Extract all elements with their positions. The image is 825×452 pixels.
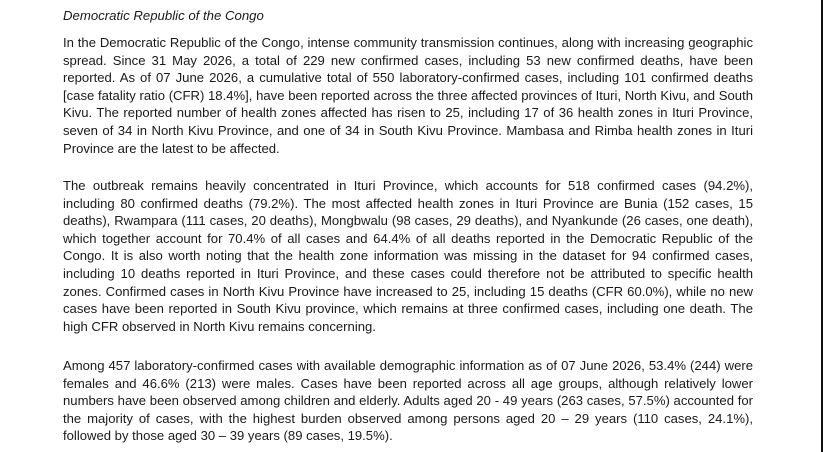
section-heading: Democratic Republic of the Congo [63, 8, 264, 23]
paragraph-overview: In the Democratic Republic of the Congo, intense community transmission continues, along with increasing geographic spread. Since 31 May 2026, a total of 229 new confirmed cases, including 53 new confirmed deaths, have been reported. As of 07 June 2026, a cumulative total of 550 laboratory-confirmed cases, including 101 confirmed deaths [case fatality ratio (CFR) 18.4%], have been reported across the three affected provinces of Ituri, North Kivu, and South Kivu. The reported number of health zones affected has risen to 25, including 17 of 36 health zones in Ituri Province, seven of 34 in North Kivu Province, and one of 34 in South Kivu Province. Mambasa and Rimba health zones in Ituri Province are the latest to be affected. [63, 35, 753, 156]
page-edge-rule [821, 0, 823, 452]
paragraph-ituri-concentration: The outbreak remains heavily concentrated in Ituri Province, which accounts for 518 confirmed cases (94.2%), including 80 confirmed deaths (79.2%). The most affected health zones in Ituri Province are Bunia (152 cases, 15 deaths), Rwampara (111 cases, 20 deaths), Mongbwalu (98 cases, 29 deaths), and Nyankunde (26 cases, one death), which together account for 70.4% of all cases and 64.4% of all deaths reported in the Democratic Republic of the Congo. It is also worth noting that the health zone information was missing in the dataset for 94 confirmed cases, including 10 deaths reported in Ituri Province, and these cases could therefore not be attributed to specific health zones. Confirmed cases in North Kivu Province have increased to 25, including 15 deaths (CFR 60.0%), while no new cases have been reported in South Kivu province, which remains at three confirmed cases, including one death. The high CFR observed in North Kivu remains concerning. [63, 178, 753, 334]
paragraph-demographics: Among 457 laboratory-confirmed cases with available demographic information as of 07 June 2026, 53.4% (244) were females and 46.6% (213) were males. Cases have been reported across all age groups, although relatively lower numbers have been observed among children and elderly. Adults aged 20 - 49 years (263 cases, 57.5%) accounted for the majority of cases, with the highest burden observed among persons aged 20 – 29 years (110 cases, 24.1%), followed by those aged 30 – 39 years (89 cases, 19.5%). [63, 358, 753, 444]
